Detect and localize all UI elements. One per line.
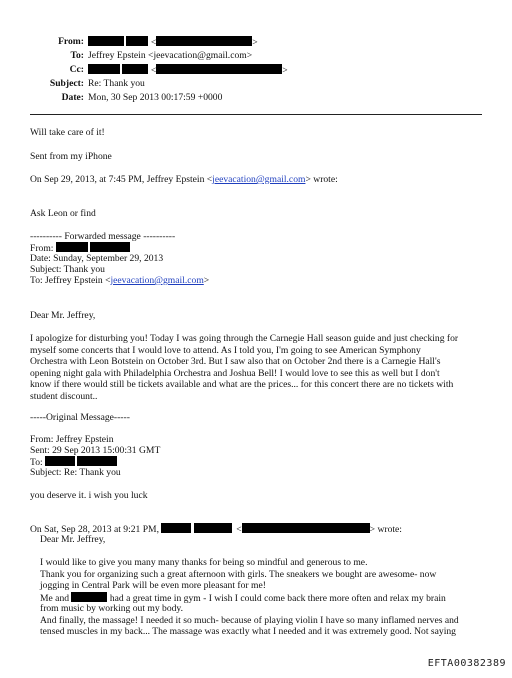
from-value: < > [88,36,258,49]
cc-value: < > [88,64,288,77]
email-link[interactable]: jeevacation@gmail.com [110,275,204,286]
from-label: From: [58,36,84,47]
redaction [122,64,148,74]
redaction [56,242,88,252]
redaction [156,36,252,46]
reply-wrote-line: On Sep 29, 2013, at 7:45 PM, Jeffrey Epstein <jeevacation@gmail.com> wrote: [30,174,338,185]
reply-line-1: Will take care of it! [30,127,105,138]
quoted-on-line: On Sat, Sep 28, 2013 at 9:21 PM, < > wrote: [30,524,402,535]
to-value: Jeffrey Epstein <jeevacation@gmail.com> [88,50,253,61]
date-label: Date: [61,92,84,103]
cc-label: Cc: [69,64,84,75]
forwarded-from: From: [30,242,130,255]
original-to: To: [30,456,117,469]
redaction [45,456,75,466]
to-label: To: [70,50,84,61]
redaction [161,523,191,533]
redaction [88,36,124,46]
subject-label: Subject: [49,78,84,89]
redaction [126,36,148,46]
subject-value: Re: Thank you [88,78,145,89]
redaction [88,64,120,74]
reply-line-2: Sent from my iPhone [30,151,112,162]
redaction [156,64,282,74]
original-divider: -----Original Message----- [30,412,130,423]
header-divider [30,114,482,115]
forwarded-divider: ---------- Forwarded message ---------- [30,231,176,242]
redaction [77,456,117,466]
email-link[interactable]: jeevacation@gmail.com [212,174,306,185]
forwarded-date: Date: Sunday, September 29, 2013 [30,253,164,264]
date-value: Mon, 30 Sep 2013 00:17:59 +0000 [88,92,223,103]
ask-line: Ask Leon or find [30,208,96,219]
redaction [242,523,370,533]
original-from: From: Jeffrey Epstein [30,434,114,445]
original-sent: Sent: 29 Sep 2013 15:00:31 GMT [30,445,161,456]
document-id: EFTA00382389 [427,658,506,670]
original-body: you deserve it. i wish you luck [30,490,148,501]
redaction [194,523,232,533]
forwarded-subject: Subject: Thank you [30,264,105,275]
redaction [90,242,130,252]
letter-greeting: Dear Mr. Jeffrey, [30,310,96,321]
redaction [71,592,107,602]
forwarded-to: To: Jeffrey Epstein <jeevacation@gmail.com> [30,275,210,286]
quoted-greeting: Dear Mr. Jeffrey, [40,534,106,545]
original-subject: Subject: Re: Thank you [30,467,121,478]
